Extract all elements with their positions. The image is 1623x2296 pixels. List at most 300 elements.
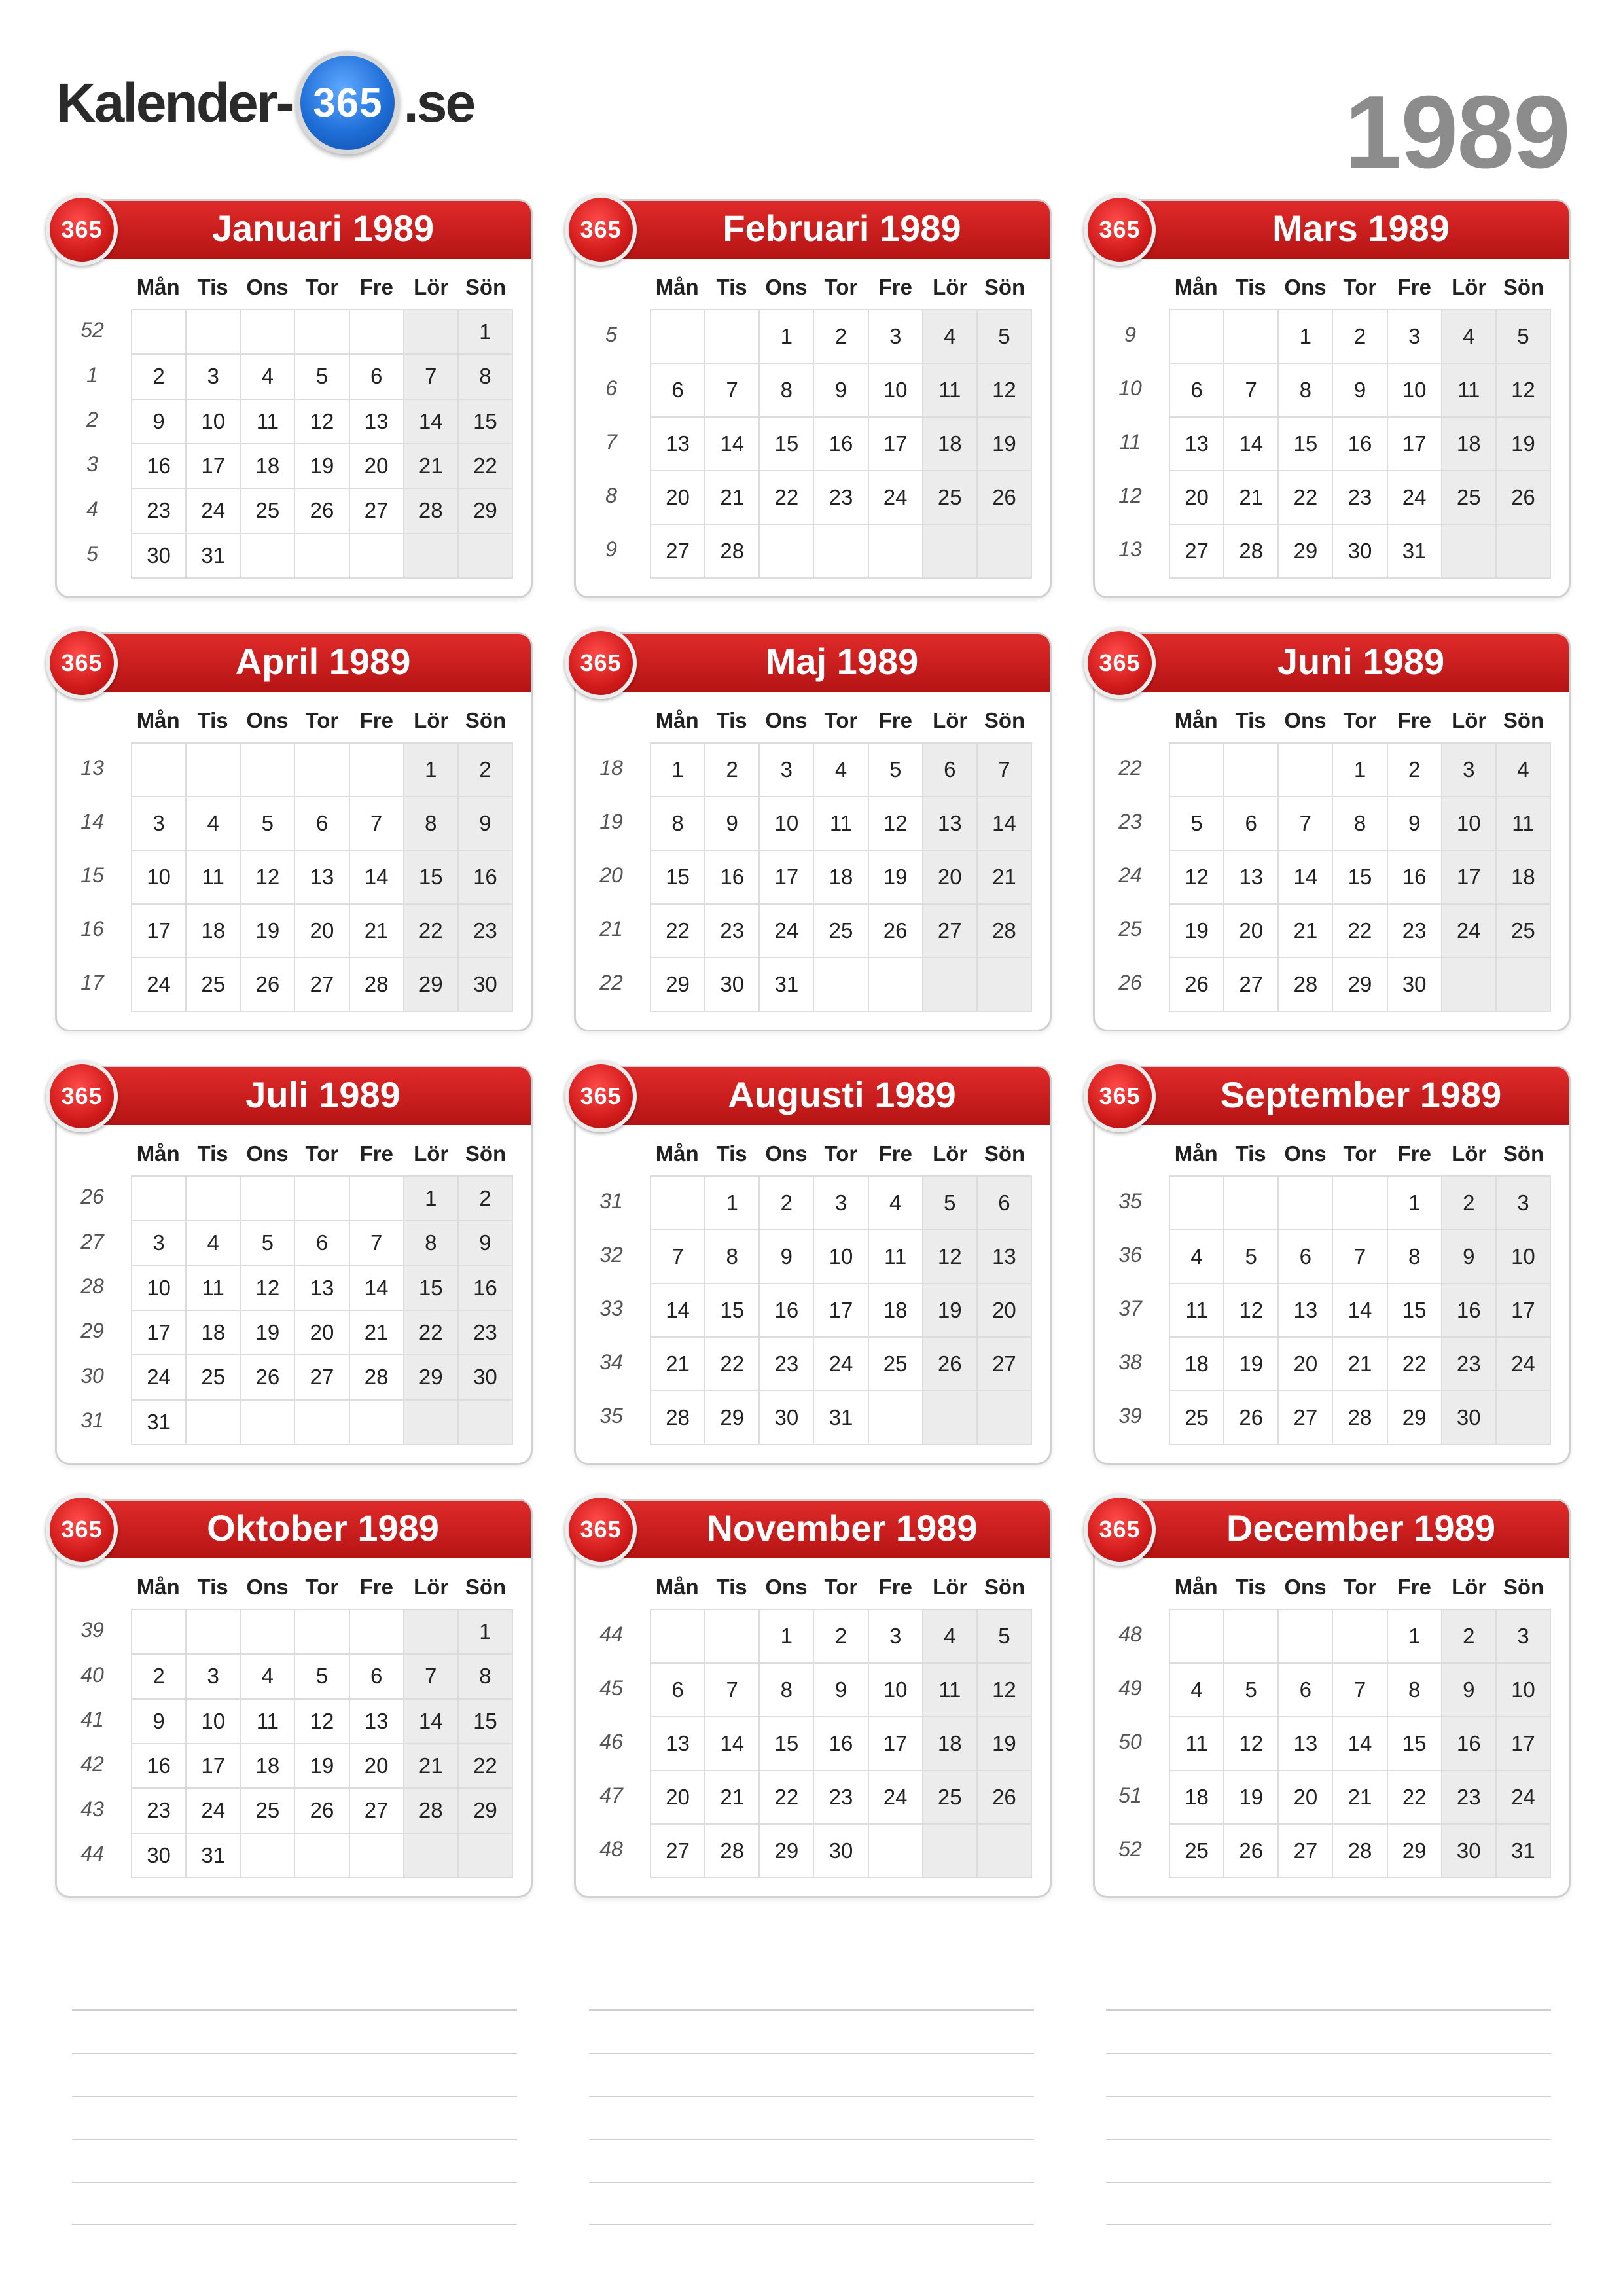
day-cell: 14 [1333, 1284, 1387, 1338]
day-cell: 25 [1170, 1391, 1224, 1445]
weekday-header: Sön [984, 1141, 1026, 1166]
day-cell: 31 [760, 958, 814, 1012]
week-number: 9 [1124, 323, 1136, 346]
day-cell: 7 [1333, 1664, 1387, 1717]
day-cell: 26 [295, 1789, 349, 1833]
day-cell: 5 [241, 797, 295, 851]
weekday-header: Ons [765, 275, 808, 299]
day-cell: 16 [1333, 418, 1387, 471]
day-cell: 26 [241, 958, 295, 1012]
day-cell: 15 [459, 400, 513, 444]
empty-day-cell [404, 1610, 459, 1655]
day-cell: 14 [705, 1717, 760, 1771]
weekday-header: Tor [305, 275, 339, 299]
empty-day-cell [1170, 1177, 1224, 1230]
week-number: 27 [80, 1229, 104, 1253]
month-title: Augusti 1989 [728, 1074, 956, 1115]
day-cell: 22 [404, 905, 459, 958]
day-cell: 20 [978, 1284, 1032, 1338]
day-cell: 9 [132, 400, 187, 444]
day-cell: 3 [1442, 744, 1497, 797]
day-cell: 25 [187, 958, 241, 1012]
day-cell: 1 [404, 744, 459, 797]
weekday-header: Lör [414, 275, 449, 299]
day-cell: 19 [869, 851, 923, 905]
week-number: 20 [599, 863, 623, 887]
day-cell: 26 [1224, 1391, 1279, 1445]
badge-365-icon [565, 627, 637, 699]
month-card [1093, 632, 1571, 1031]
day-cell: 13 [1170, 418, 1224, 471]
day-cell: 14 [404, 1700, 459, 1744]
weekday-header: Mån [655, 275, 699, 299]
week-number: 21 [599, 917, 623, 941]
day-cell: 22 [1388, 1338, 1442, 1391]
week-number: 47 [599, 1784, 623, 1807]
day-cell: 17 [760, 851, 814, 905]
week-number: 46 [599, 1730, 623, 1753]
day-cell: 21 [350, 905, 404, 958]
day-cell: 8 [1388, 1664, 1442, 1717]
day-cell: 25 [187, 1355, 241, 1400]
day-cell: 1 [760, 1610, 814, 1664]
empty-day-cell [760, 525, 814, 579]
day-grid [650, 1175, 1032, 1445]
day-cell: 30 [1442, 1391, 1497, 1445]
week-number: 49 [1118, 1676, 1142, 1700]
day-cell: 18 [869, 1284, 923, 1338]
day-cell: 2 [459, 1177, 513, 1221]
day-cell: 26 [1170, 958, 1224, 1012]
day-cell: 22 [404, 1311, 459, 1355]
day-cell: 25 [923, 471, 978, 525]
empty-day-cell [132, 1610, 187, 1655]
day-cell: 12 [295, 1700, 349, 1744]
notes-lines-middle [589, 2009, 1034, 2225]
day-cell: 23 [814, 1771, 868, 1825]
day-cell: 18 [814, 851, 868, 905]
weekday-header: Tor [1343, 275, 1377, 299]
day-cell: 19 [978, 1717, 1032, 1771]
badge-label: 365 [580, 1083, 622, 1109]
month-title: April 1989 [235, 641, 411, 682]
weekday-header: Lör [1452, 708, 1487, 732]
weekday-header: Fre [878, 1141, 912, 1166]
day-cell: 5 [1497, 310, 1551, 364]
week-number: 22 [1118, 756, 1142, 780]
day-cell: 18 [187, 1311, 241, 1355]
day-cell: 9 [132, 1700, 187, 1744]
day-cell: 22 [1279, 471, 1333, 525]
day-cell: 28 [1333, 1391, 1387, 1445]
day-cell: 7 [705, 364, 760, 418]
empty-day-cell [1170, 310, 1224, 364]
weekday-header-row [650, 1141, 1032, 1166]
note-line [589, 2096, 1034, 2139]
day-cell: 11 [1170, 1717, 1224, 1771]
month-title: Juni 1989 [1277, 641, 1445, 682]
note-line [589, 2053, 1034, 2096]
weekday-header: Tor [824, 1141, 858, 1166]
week-number: 48 [599, 1837, 623, 1861]
day-cell: 14 [350, 1266, 404, 1311]
day-cell: 22 [760, 1771, 814, 1825]
empty-day-cell [978, 1391, 1032, 1445]
empty-day-cell [923, 958, 978, 1012]
day-cell: 16 [760, 1284, 814, 1338]
day-cell: 17 [1388, 418, 1442, 471]
month-card [574, 1499, 1052, 1898]
note-line [1106, 2009, 1551, 2053]
weekday-header: Mån [136, 275, 180, 299]
badge-365-icon [565, 194, 637, 266]
weekday-header: Sön [1503, 1141, 1544, 1166]
badge-365-icon [1084, 627, 1156, 699]
week-number: 31 [599, 1189, 623, 1213]
day-grid [650, 309, 1032, 579]
day-cell: 5 [295, 355, 349, 399]
week-number: 29 [80, 1319, 104, 1343]
week-number: 44 [599, 1623, 623, 1646]
day-cell: 7 [350, 797, 404, 851]
day-cell: 18 [1497, 851, 1551, 905]
day-cell: 20 [350, 1744, 404, 1789]
week-number: 51 [1118, 1784, 1142, 1807]
day-cell: 23 [814, 471, 868, 525]
day-cell: 13 [978, 1230, 1032, 1284]
day-cell: 8 [1279, 364, 1333, 418]
day-cell: 3 [1497, 1610, 1551, 1664]
weekday-header: Fre [878, 275, 912, 299]
day-cell: 10 [187, 400, 241, 444]
day-cell: 27 [923, 905, 978, 958]
empty-day-cell [1170, 744, 1224, 797]
day-cell: 8 [404, 797, 459, 851]
day-cell: 31 [1388, 525, 1442, 579]
day-cell: 25 [814, 905, 868, 958]
day-cell: 1 [651, 744, 705, 797]
empty-day-cell [814, 525, 868, 579]
day-cell: 23 [705, 905, 760, 958]
weekday-header: Fre [1397, 1141, 1431, 1166]
weekday-header-row [650, 1575, 1032, 1600]
day-cell: 26 [869, 905, 923, 958]
month-card [1093, 1499, 1571, 1898]
day-cell: 9 [814, 1664, 868, 1717]
day-cell: 11 [814, 797, 868, 851]
day-cell: 24 [869, 471, 923, 525]
empty-day-cell [350, 310, 404, 355]
badge-label: 365 [61, 649, 103, 676]
month-title: Mars 1989 [1272, 207, 1450, 249]
weekday-header: Mån [655, 1575, 699, 1599]
day-cell: 4 [923, 1610, 978, 1664]
weekday-header: Ons [765, 1575, 808, 1599]
weekday-header: Fre [359, 1141, 393, 1166]
week-number: 39 [1118, 1404, 1142, 1427]
day-cell: 6 [1170, 364, 1224, 418]
day-cell: 5 [295, 1655, 349, 1699]
day-cell: 19 [1224, 1771, 1279, 1825]
empty-day-cell [923, 1391, 978, 1445]
day-cell: 13 [651, 418, 705, 471]
day-cell: 10 [869, 364, 923, 418]
day-cell: 11 [187, 1266, 241, 1311]
weekday-header: Sön [1503, 1575, 1544, 1599]
day-cell: 23 [132, 489, 187, 533]
day-cell: 1 [1333, 744, 1387, 797]
day-cell: 22 [459, 444, 513, 489]
day-cell: 23 [760, 1338, 814, 1391]
day-cell: 30 [132, 1834, 187, 1878]
week-number: 52 [1118, 1837, 1142, 1861]
weekday-header: Sön [1503, 708, 1544, 732]
weekday-header-row [131, 1575, 513, 1600]
day-cell: 15 [459, 1700, 513, 1744]
day-cell: 26 [978, 1771, 1032, 1825]
day-cell: 23 [459, 1311, 513, 1355]
note-line [589, 2009, 1034, 2053]
day-cell: 29 [705, 1391, 760, 1445]
day-cell: 14 [1224, 418, 1279, 471]
empty-day-cell [651, 1610, 705, 1664]
week-number: 39 [80, 1618, 104, 1642]
day-cell: 27 [1279, 1825, 1333, 1878]
day-cell: 18 [923, 1717, 978, 1771]
week-number: 45 [599, 1676, 623, 1700]
day-cell: 5 [1224, 1664, 1279, 1717]
day-cell: 7 [1279, 797, 1333, 851]
empty-day-cell [1279, 1177, 1333, 1230]
day-cell: 10 [760, 797, 814, 851]
day-cell: 16 [459, 851, 513, 905]
day-grid [1169, 1609, 1551, 1878]
day-grid [131, 1175, 513, 1445]
day-cell: 29 [459, 489, 513, 533]
empty-day-cell [1333, 1610, 1387, 1664]
weekday-header: Sön [465, 1575, 507, 1599]
day-cell: 3 [869, 310, 923, 364]
day-cell: 26 [923, 1338, 978, 1391]
day-cell: 2 [705, 744, 760, 797]
day-cell: 15 [705, 1284, 760, 1338]
week-number: 32 [599, 1243, 623, 1266]
day-cell: 4 [187, 797, 241, 851]
week-number: 34 [599, 1350, 623, 1374]
day-cell: 12 [241, 1266, 295, 1311]
empty-day-cell [350, 744, 404, 797]
day-cell: 6 [923, 744, 978, 797]
day-cell: 15 [404, 851, 459, 905]
weekday-header: Tis [197, 275, 228, 299]
empty-day-cell [978, 958, 1032, 1012]
day-cell: 29 [1333, 958, 1387, 1012]
day-cell: 2 [1333, 310, 1387, 364]
day-cell: 4 [923, 310, 978, 364]
day-cell: 27 [350, 1789, 404, 1833]
day-cell: 18 [241, 444, 295, 489]
weekday-header: Mån [136, 708, 180, 732]
weekday-header-row [131, 275, 513, 300]
week-number: 44 [80, 1841, 104, 1865]
day-cell: 13 [651, 1717, 705, 1771]
day-cell: 7 [404, 355, 459, 399]
day-cell: 27 [978, 1338, 1032, 1391]
day-cell: 24 [760, 905, 814, 958]
day-cell: 9 [459, 797, 513, 851]
empty-day-cell [350, 534, 404, 579]
day-cell: 30 [459, 958, 513, 1012]
day-cell: 4 [1170, 1230, 1224, 1284]
note-line [72, 2053, 517, 2096]
weekday-header: Tis [716, 708, 747, 732]
week-number: 38 [1118, 1350, 1142, 1374]
day-cell: 9 [1442, 1230, 1497, 1284]
weekday-header: Lör [933, 1141, 968, 1166]
weekday-header: Mån [1174, 1575, 1218, 1599]
day-cell: 22 [760, 471, 814, 525]
weekday-header: Lör [1452, 1575, 1487, 1599]
weekday-header-row [1169, 1575, 1551, 1600]
day-cell: 25 [1170, 1825, 1224, 1878]
empty-day-cell [459, 1834, 513, 1878]
day-cell: 10 [132, 1266, 187, 1311]
day-grid [131, 742, 513, 1012]
day-cell: 27 [651, 1825, 705, 1878]
weekday-header: Lör [933, 708, 968, 732]
week-number: 31 [80, 1408, 104, 1432]
weekday-header: Lör [414, 1141, 449, 1166]
empty-day-cell [241, 1610, 295, 1655]
day-cell: 14 [1279, 851, 1333, 905]
weekday-header: Sön [465, 275, 507, 299]
week-number: 13 [80, 756, 104, 780]
day-cell: 22 [1333, 905, 1387, 958]
week-number: 8 [605, 484, 617, 507]
weekday-header: Fre [359, 1575, 393, 1599]
day-cell: 8 [651, 797, 705, 851]
day-cell: 5 [978, 1610, 1032, 1664]
badge-label: 365 [580, 216, 622, 243]
day-cell: 10 [1497, 1230, 1551, 1284]
week-number: 33 [599, 1297, 623, 1320]
empty-day-cell [869, 525, 923, 579]
weekday-header: Mån [655, 1141, 699, 1166]
day-cell: 3 [1497, 1177, 1551, 1230]
day-cell: 9 [705, 797, 760, 851]
badge-365-icon [46, 1060, 118, 1132]
day-cell: 11 [923, 364, 978, 418]
day-cell: 17 [1497, 1717, 1551, 1771]
day-cell: 23 [459, 905, 513, 958]
day-cell: 26 [241, 1355, 295, 1400]
day-cell: 19 [1497, 418, 1551, 471]
day-cell: 12 [1170, 851, 1224, 905]
day-cell: 5 [978, 310, 1032, 364]
day-cell: 18 [1170, 1338, 1224, 1391]
month-title: Juli 1989 [245, 1074, 401, 1115]
week-number: 5 [605, 323, 617, 346]
week-number: 40 [80, 1662, 104, 1687]
day-cell: 21 [1224, 471, 1279, 525]
week-number: 4 [86, 497, 98, 521]
empty-day-cell [132, 744, 187, 797]
day-cell: 4 [1497, 744, 1551, 797]
day-cell: 30 [814, 1825, 868, 1878]
weekday-header: Tis [1235, 708, 1266, 732]
day-cell: 13 [295, 1266, 349, 1311]
day-cell: 30 [1442, 1825, 1497, 1878]
badge-365-icon [46, 194, 118, 266]
day-cell: 6 [651, 1664, 705, 1717]
day-cell: 29 [651, 958, 705, 1012]
day-cell: 13 [350, 400, 404, 444]
day-cell: 23 [1388, 905, 1442, 958]
day-cell: 19 [241, 1311, 295, 1355]
weekday-header: Fre [1397, 708, 1431, 732]
day-cell: 16 [459, 1266, 513, 1311]
day-cell: 4 [1442, 310, 1497, 364]
day-cell: 11 [187, 851, 241, 905]
badge-365-icon [1084, 194, 1156, 266]
logo-365-circle-icon [296, 51, 399, 154]
empty-day-cell [295, 744, 349, 797]
empty-day-cell [651, 310, 705, 364]
month-title: September 1989 [1220, 1074, 1502, 1115]
empty-day-cell [295, 1834, 349, 1878]
day-cell: 28 [705, 525, 760, 579]
badge-label: 365 [1099, 1516, 1141, 1543]
week-number: 11 [1119, 430, 1141, 454]
day-cell: 29 [404, 958, 459, 1012]
site-logo[interactable] [56, 47, 474, 158]
week-number: 18 [599, 756, 623, 780]
week-number: 35 [1118, 1189, 1142, 1213]
day-cell: 15 [1333, 851, 1387, 905]
weekday-header: Sön [984, 275, 1026, 299]
weekday-header: Tor [1343, 1575, 1377, 1599]
day-cell: 15 [1388, 1717, 1442, 1771]
weekday-header: Sön [984, 1575, 1026, 1599]
day-cell: 28 [404, 1789, 459, 1833]
day-cell: 31 [132, 1401, 187, 1445]
day-cell: 10 [1388, 364, 1442, 418]
day-cell: 3 [187, 1655, 241, 1699]
day-cell: 15 [1279, 418, 1333, 471]
note-line [72, 2139, 517, 2182]
day-cell: 20 [923, 851, 978, 905]
day-cell: 21 [705, 471, 760, 525]
badge-label: 365 [61, 1083, 103, 1109]
day-cell: 18 [1170, 1771, 1224, 1825]
empty-day-cell [1333, 1177, 1387, 1230]
day-cell: 27 [295, 958, 349, 1012]
note-line [1106, 2096, 1551, 2139]
weekday-header: Tor [1343, 708, 1377, 732]
day-cell: 10 [814, 1230, 868, 1284]
empty-day-cell [705, 310, 760, 364]
badge-365-icon [46, 1494, 118, 1566]
day-cell: 4 [241, 1655, 295, 1699]
day-cell: 17 [869, 1717, 923, 1771]
empty-day-cell [404, 534, 459, 579]
weekday-header: Tis [197, 1141, 228, 1166]
week-number: 9 [605, 537, 617, 561]
weekday-header: Ons [1284, 275, 1327, 299]
day-cell: 1 [1279, 310, 1333, 364]
day-cell: 24 [132, 958, 187, 1012]
day-cell: 9 [1442, 1664, 1497, 1717]
